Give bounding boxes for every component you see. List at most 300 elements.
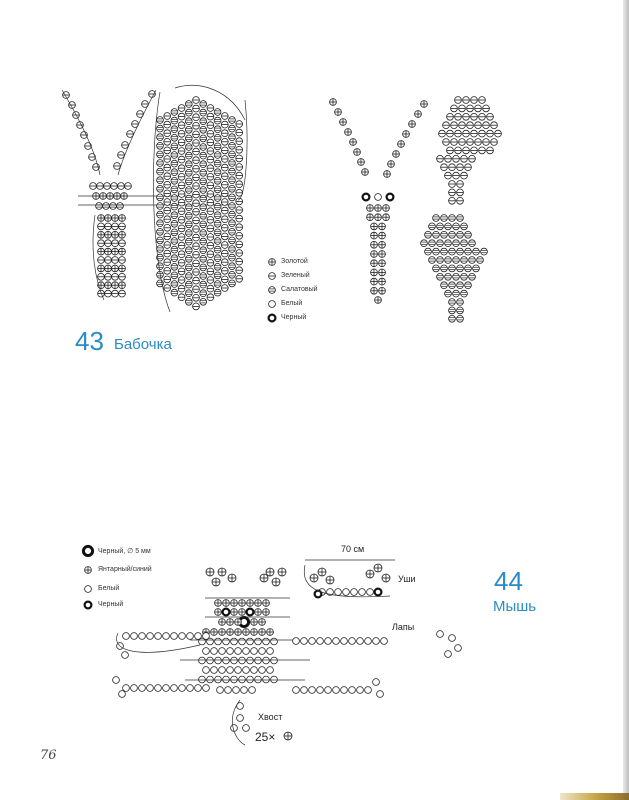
bead-empty (367, 589, 374, 596)
bead-double-dash (185, 178, 192, 185)
bead-empty (85, 586, 92, 593)
bead-dash (451, 122, 458, 129)
bead-double-dash (457, 248, 464, 255)
bead-cross (219, 629, 226, 636)
bead-dash (193, 251, 200, 258)
bead-double-dash (469, 257, 476, 264)
bead-dash (236, 181, 243, 188)
bead-dash (457, 197, 464, 204)
bead-dash (447, 130, 454, 137)
bead-empty (215, 676, 222, 683)
bead-empty (351, 589, 358, 596)
bead-dash (178, 139, 185, 146)
bead-dash (164, 250, 171, 257)
bead-dash (193, 200, 200, 207)
bead-double-dash (200, 169, 207, 176)
bead-double-dash (214, 117, 221, 124)
bead-double-dash (110, 203, 117, 210)
bead-dash (119, 273, 126, 280)
bead-dash (127, 131, 134, 138)
bead-double-dash (157, 228, 164, 235)
bead-double-dash (469, 273, 476, 280)
bead-cross (223, 600, 230, 607)
bead-cross (403, 131, 410, 138)
bead-empty (373, 638, 380, 645)
bead-double-dash (437, 273, 444, 280)
bead-cross (98, 265, 105, 272)
bead-empty (341, 638, 348, 645)
bead-empty (349, 638, 356, 645)
bead-cross (98, 231, 105, 238)
bead-double-dash (461, 273, 468, 280)
label-length: 70 см (341, 544, 365, 554)
bead-double-dash (171, 272, 178, 279)
bead-double-dash (185, 212, 192, 219)
bead-dash (207, 148, 214, 155)
bead-cross (272, 578, 280, 586)
bead-double-dash (185, 152, 192, 159)
page-number: 76 (40, 748, 57, 763)
bead-dash (193, 114, 200, 121)
bead-dash (178, 199, 185, 206)
bead-cross (219, 619, 226, 626)
bead-dash (164, 216, 171, 223)
bead-double-dash (449, 215, 456, 222)
bead-double-dash (200, 195, 207, 202)
bead-dash (112, 257, 119, 264)
bead-empty (237, 715, 244, 722)
bead-empty (131, 633, 138, 640)
bead-empty (251, 667, 258, 674)
bead-double-dash (445, 223, 452, 230)
bead-cross (112, 215, 119, 222)
bead-double-dash (461, 257, 468, 264)
bead-empty (455, 645, 462, 652)
bead-double-dash (461, 240, 468, 247)
legend-44-label-white: Белый (98, 585, 120, 592)
bead-dash (221, 199, 228, 206)
bead-dash (459, 139, 466, 146)
bead-double-dash (200, 273, 207, 280)
bead-dash (119, 223, 126, 230)
bead-double-dash (214, 195, 221, 202)
bead-dash (178, 191, 185, 198)
bead-empty (267, 648, 274, 655)
bead-dash (487, 130, 494, 137)
bead-cross (388, 161, 395, 168)
bead-empty (243, 648, 250, 655)
bead-empty (223, 676, 230, 683)
bead-double-dash (185, 255, 192, 262)
bead-double-dash (441, 231, 448, 238)
bead-double-dash (229, 125, 236, 132)
bead-cross (269, 259, 276, 266)
bead-dash (164, 285, 171, 292)
bead-double-dash (157, 117, 164, 124)
bead-empty (239, 657, 246, 664)
bead-empty (365, 638, 372, 645)
bead-dash (178, 113, 185, 120)
bead-double-dash (214, 134, 221, 141)
bead-empty (301, 638, 308, 645)
bead-double-dash (171, 281, 178, 288)
bead-dash (178, 148, 185, 155)
bead-cross (379, 260, 386, 267)
bead-double-dash (449, 248, 456, 255)
bead-empty (249, 687, 256, 694)
bead-dash (207, 173, 214, 180)
bead-double-dash (185, 264, 192, 271)
bead-black (223, 609, 230, 616)
bead-cross (278, 568, 286, 576)
bead-double-dash (229, 177, 236, 184)
bead-double-dash (449, 299, 456, 306)
bead-empty (203, 685, 210, 692)
bead-double-dash (157, 185, 164, 192)
bead-dash (178, 234, 185, 241)
bead-double-dash (171, 203, 178, 210)
bead-dash (193, 174, 200, 181)
bead-dash (236, 215, 243, 222)
bead-cross (98, 248, 105, 255)
bead-dash (164, 224, 171, 231)
bead-dash (479, 147, 486, 154)
bead-double-dash (437, 257, 444, 264)
bead-dash (441, 164, 448, 171)
legend-44-label-black: Черный (98, 601, 124, 608)
bead-empty (231, 638, 238, 645)
bead-cross (260, 574, 268, 582)
bead-dash (112, 240, 119, 247)
bead-double-dash (185, 281, 192, 288)
bead-cross (218, 568, 226, 576)
bead-dash (475, 105, 482, 112)
bead-empty (163, 633, 170, 640)
bead-empty (317, 638, 324, 645)
bead-dash (207, 234, 214, 241)
bead-double-dash (157, 151, 164, 158)
bead-dash (236, 267, 243, 274)
bead-cross (215, 609, 222, 616)
bead-dash (463, 113, 470, 120)
bead-dash (207, 139, 214, 146)
bead-dash (467, 105, 474, 112)
bead-dash (459, 105, 466, 112)
bead-double-dash (171, 195, 178, 202)
bead-dash (90, 183, 97, 190)
bead-double-dash (214, 238, 221, 245)
bead-black (387, 194, 394, 201)
bead-cross (259, 619, 266, 626)
bead-double-dash (461, 223, 468, 230)
bead-dash (164, 147, 171, 154)
bead-empty (349, 687, 356, 694)
bead-dash (221, 233, 228, 240)
bead-double-dash (185, 135, 192, 142)
bead-empty (179, 633, 186, 640)
bead-double-dash (171, 238, 178, 245)
label-ears: Уши (398, 574, 416, 584)
bead-double-dash (157, 142, 164, 149)
project-43-title: Бабочка (114, 336, 172, 353)
bead-empty (199, 657, 206, 664)
bead-dash (164, 121, 171, 128)
bead-double-dash (185, 109, 192, 116)
bead-dash (119, 290, 126, 297)
bead-dash (479, 130, 486, 137)
bead-empty (255, 638, 262, 645)
bead-double-dash (449, 315, 456, 322)
bead-dash (178, 208, 185, 215)
bead-dash (193, 131, 200, 138)
bead-empty (179, 685, 186, 692)
bead-dash (221, 276, 228, 283)
bead-dash (236, 258, 243, 265)
bead-cross (119, 231, 126, 238)
bead-dash (178, 216, 185, 223)
bead-cross (255, 609, 262, 616)
bead-dash (207, 225, 214, 232)
bead-double-dash (269, 287, 276, 294)
bead-dash (221, 242, 228, 249)
bead-dash (164, 207, 171, 214)
bead-double-dash (171, 134, 178, 141)
bead-dash (221, 164, 228, 171)
bead-empty (231, 657, 238, 664)
bead-dash (114, 163, 121, 170)
bead-dash (112, 223, 119, 230)
bead-cross (98, 215, 105, 222)
bead-double-dash (214, 203, 221, 210)
bead-dash (193, 260, 200, 267)
bead-dash (467, 139, 474, 146)
bead-empty (325, 687, 332, 694)
bead-dash (236, 172, 243, 179)
bead-dash (193, 140, 200, 147)
bead-double-dash (200, 135, 207, 142)
label-tail-count: 25× (255, 730, 276, 744)
bead-empty (333, 638, 340, 645)
bead-double-dash (200, 290, 207, 297)
bead-dash (471, 97, 478, 104)
bead-empty (271, 657, 278, 664)
bead-dash (112, 290, 119, 297)
bead-dash (236, 129, 243, 136)
bead-double-dash (185, 118, 192, 125)
bead-double-dash (171, 246, 178, 253)
bead-cross (371, 278, 378, 285)
bead-dash (207, 199, 214, 206)
bead-cross (263, 609, 270, 616)
bead-double-dash (441, 282, 448, 289)
bead-double-dash (214, 143, 221, 150)
bead-double-dash (229, 185, 236, 192)
bead-empty (293, 638, 300, 645)
bead-dash (236, 207, 243, 214)
bead-double-dash (441, 215, 448, 222)
bead-double-dash (477, 257, 484, 264)
bead-dash (449, 164, 456, 171)
bead-empty (293, 687, 300, 694)
bead-cross (227, 629, 234, 636)
bead-cross (335, 109, 342, 116)
bead-dash (455, 147, 462, 154)
bead-double-dash (437, 240, 444, 247)
bead-dash (193, 208, 200, 215)
bead-double-dash (433, 248, 440, 255)
bead-dash (221, 259, 228, 266)
bead-dash (221, 224, 228, 231)
bead-dash (207, 191, 214, 198)
bead-dash (236, 138, 243, 145)
bead-double-dash (171, 160, 178, 167)
bead-dash (104, 183, 111, 190)
bead-dash (193, 122, 200, 129)
bead-dash (221, 207, 228, 214)
bead-double-dash (457, 265, 464, 272)
bead-double-dash (103, 203, 110, 210)
bead-empty (231, 676, 238, 683)
bead-double-dash (453, 240, 460, 247)
bead-dash (437, 155, 444, 162)
bead-double-dash (449, 282, 456, 289)
bead-cross (267, 629, 274, 636)
bead-cross (105, 248, 112, 255)
bead-dash (475, 139, 482, 146)
bead-double-dash (457, 307, 464, 314)
bead-double-dash (473, 248, 480, 255)
bead-double-dash (185, 247, 192, 254)
bead-dash (105, 240, 112, 247)
label-legs: Лапы (392, 622, 415, 632)
bead-cross (235, 629, 242, 636)
bead-empty (301, 687, 308, 694)
bead-dash (164, 242, 171, 249)
bead-double-dash (200, 187, 207, 194)
bead-double-dash (461, 290, 468, 297)
bead-dash (207, 259, 214, 266)
bead-dash (491, 122, 498, 129)
label-tail: Хвост (258, 712, 283, 722)
bead-dash (207, 156, 214, 163)
bead-dash (483, 139, 490, 146)
bead-double-dash (157, 203, 164, 210)
bead-double-dash (117, 203, 124, 210)
bead-empty (223, 657, 230, 664)
bead-cross (379, 232, 386, 239)
bead-cross (255, 600, 262, 607)
project-43-number: 43 (75, 326, 104, 356)
bead-dash (495, 130, 502, 137)
bead-double-dash (214, 126, 221, 133)
bead-double-dash (229, 134, 236, 141)
bead-dash (119, 257, 126, 264)
bead-dash (207, 182, 214, 189)
bead-dash (447, 113, 454, 120)
bead-dash (221, 216, 228, 223)
bead-empty (203, 633, 210, 640)
bead-cross (371, 232, 378, 239)
bead-double-dash (214, 109, 221, 116)
bead-double-dash (429, 240, 436, 247)
bead-dash (221, 147, 228, 154)
bead-cross (383, 205, 390, 212)
bead-dash (164, 233, 171, 240)
bead-empty (269, 301, 276, 308)
bead-cross (227, 619, 234, 626)
bead-empty (343, 589, 350, 596)
bead-cross (421, 101, 428, 108)
bead-black (247, 609, 254, 616)
bead-double-dash (229, 151, 236, 158)
bead-dash (221, 181, 228, 188)
bead-double-dash (185, 204, 192, 211)
bead-empty (119, 691, 126, 698)
bead-double-dash (185, 230, 192, 237)
bead-double-dash (171, 126, 178, 133)
bead-double-dash (185, 187, 192, 194)
bead-dash (98, 273, 105, 280)
bead-empty (335, 589, 342, 596)
bead-empty (195, 685, 202, 692)
bead-double-dash (469, 240, 476, 247)
bead-double-dash (185, 161, 192, 168)
bead-empty (437, 631, 444, 638)
bead-double-dash (171, 289, 178, 296)
bead-double-dash (185, 298, 192, 305)
bead-dash (118, 152, 125, 159)
bead-cross (371, 287, 378, 294)
bead-double-dash (441, 265, 448, 272)
bead-cross (379, 251, 386, 258)
bead-double-dash (214, 263, 221, 270)
bead-cross (367, 205, 374, 212)
bead-empty (171, 633, 178, 640)
bead-cross (379, 278, 386, 285)
bead-cross (231, 609, 238, 616)
bead-double-dash (200, 281, 207, 288)
bead-double-dash (171, 117, 178, 124)
bead-double-dash (185, 273, 192, 280)
bead-dash (207, 130, 214, 137)
bead-dash (193, 217, 200, 224)
bead-dash (236, 224, 243, 231)
bead-double-dash (457, 315, 464, 322)
bead-cross (247, 600, 254, 607)
bead-dash (207, 251, 214, 258)
bead-double-dash (157, 134, 164, 141)
bead-dash (178, 173, 185, 180)
bead-cross (119, 282, 126, 289)
bead-empty (259, 667, 266, 674)
bead-dash (193, 105, 200, 112)
bead-dash (453, 155, 460, 162)
legend-43-label-lightgreen: Салатовый (281, 286, 318, 293)
bead-dash (207, 277, 214, 284)
bead-dash (487, 147, 494, 154)
bead-cross (112, 265, 119, 272)
bead-dash (207, 268, 214, 275)
bead-double-dash (229, 168, 236, 175)
bead-empty (373, 679, 380, 686)
bead-cross (345, 129, 352, 136)
bead-dash (221, 130, 228, 137)
bead-dash (111, 183, 118, 190)
bead-empty (341, 687, 348, 694)
bead-dash (105, 290, 112, 297)
bead-empty (113, 677, 120, 684)
bead-double-dash (171, 263, 178, 270)
